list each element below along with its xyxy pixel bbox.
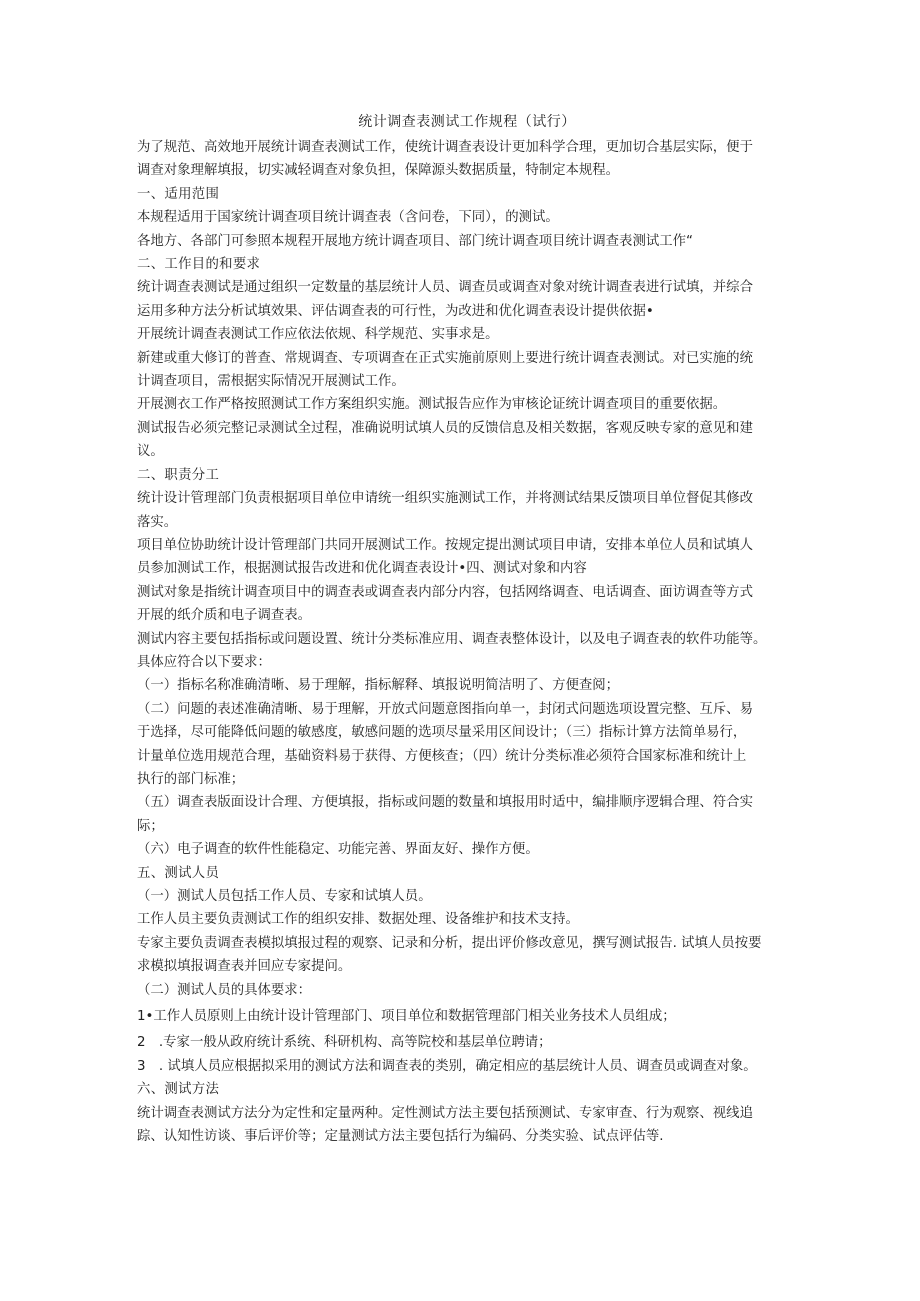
text-line: 统计调查表测试是通过组织一定数量的基层统计人员、调查员或调查对象对统计调查表进行试填，并综合 (137, 280, 753, 296)
text-line: 工作人员主要负责测试工作的组织安排、数据处理、设备维护和技术支持。 (137, 912, 579, 928)
document-body (137, 136, 797, 1148)
text-line: 项目单位协助统计设计管理部门共同开展测试工作。按规定提出测试项目申请，安排本单位人员和试填人 (137, 537, 753, 553)
text-line: 具体应符合以下要求： (137, 654, 271, 670)
section-heading: 二、工作目的和要求 (137, 257, 261, 273)
section-heading: 五、测试人员 (137, 865, 220, 881)
text-line: 1•工作人员原则上由统计设计管理部门、项目单位和数据管理部门相关业务技术人员组成； (137, 1009, 676, 1025)
text-line: 求模拟填报调查表并回应专家提问。 (137, 959, 352, 975)
text-line: 测试对象是指统计调查项目中的调查表或调查表内部分内容，包括网络调查、电话调查、面访调查等方式 (137, 584, 753, 600)
text-line: 统计调查表测试方法分为定性和定量两种。定性测试方法主要包括预测试、专家审查、行为观察、视线追 (137, 1105, 753, 1121)
text-line: 3 . 试填人员应根据拟采用的测试方法和调查表的类别，确定相应的基层统计人员、调查员或调查对象。 (137, 1058, 757, 1074)
text-line: （五）调查表版面设计合理、方便填报，指标或问题的数量和填报用时适中，编排顺序逻辑合理、符合实 (137, 795, 753, 811)
text-line: 测试报告必须完整记录测试全过程，准确说明试填人员的反馈信息及相关数据，客观反映专家的意见和建 (137, 420, 753, 436)
text-line: 踪、认知性访谈、事后评价等；定量测试方法主要包括行为编码、分类实验、试点评估等. (137, 1129, 664, 1145)
text-line: 际； (137, 818, 164, 834)
section-heading: 一、适用范围 (137, 186, 220, 202)
text-line: （二）问题的表述准确清晰、易于理解，开放式问题意图指向单一，封闭式问题选项设置完整、互斥、易 (137, 701, 753, 717)
text-line: （一）测试人员包括工作人员、专家和试填人员。 (137, 889, 432, 904)
document-page (137, 111, 797, 1148)
text-line: 执行的部门标准； (137, 771, 245, 787)
text-line: 运用多种方法分析试填效果、评估调查表的可行性，为改进和优化调查表设计提供依据• (137, 303, 654, 319)
text-line: 员参加测试工作，根据测试报告改进和优化调查表设计•四、测试对象和内容 (137, 561, 587, 577)
text-line: （六）电子调查的软件性能稳定、功能完善、界面友好、操作方便。 (137, 842, 539, 858)
document-title: 统计调查表测试工作规程（试行） (358, 114, 576, 130)
section-heading: 二、职责分工 (137, 467, 220, 483)
text-line: 本规程适用于国家统计调查项目统计调查表（含问卷，下同），的测试。 (137, 210, 559, 226)
text-line: 计调查项目，需根据实际情况开展测试工作。 (137, 374, 405, 390)
text-line: 专家主要负责调查表模拟填报过程的观察、记录和分析，提出评价修改意见，撰写测试报告. 试填人员按要 (137, 935, 762, 951)
text-line: 开展测衣工作严格按照测试工作方案组织实施。测试报告应作为审核论证统计调查项目的重要依据。 (137, 397, 727, 413)
text-line: 开展统计调查表测试工作应依法依规、科学规范、实事求是。 (137, 327, 499, 343)
text-line: 于选择，尽可能降低问题的敏感度，敏感问题的选项尽量采用区间设计；（三）指标计算方法简单易行， (137, 725, 747, 741)
text-line: 议。 (137, 444, 164, 460)
text-line: 统计设计管理部门负责根据项目单位申请统一组织实施测试工作，并将测试结果反馈项目单位督促其修改 (137, 491, 753, 507)
text-line: （一）指标名称准确清晰、易于理解，指标解释、填报说明简洁明了、方便查阅； (137, 678, 620, 694)
section-heading: 六、测试方法 (137, 1082, 220, 1098)
text-line: 2 .专家一般从政府统计系统、科研机构、高等院校和基层单位聘请； (137, 1035, 552, 1051)
text-line: 测试内容主要包括指标或问题设置、统计分类标准应用、调查表整体设计，以及电子调查表的软件功能等。 (137, 631, 767, 647)
text-line: 落实。 (137, 514, 178, 530)
text-line: 开展的纸介质和电子调查表。 (137, 608, 312, 624)
text-line: 各地方、各部门可参照本规程开展地方统计调查项目、部门统计调查项目统计调查表测试工作“ (137, 233, 693, 249)
text-line: 调查对象理解填报，切实减轻调查对象负担，保障源头数据质量，特制定本规程。 (137, 163, 620, 179)
text-line: 新建或重大修订的普查、常规调查、专项调查在正式实施前原则上要进行统计调查表测试。对已实施的统 (137, 350, 753, 366)
text-line: 为了规范、高效地开展统计调查表测试工作，使统计调查表设计更加科学合理，更加切合基层实际，便于 (137, 140, 753, 155)
text-line: 计量单位选用规范合理，基础资料易于获得、方便核查；（四）统计分类标准必须符合国家标准和统计上 (137, 748, 747, 764)
text-line: （二）测试人员的具体要求： (137, 982, 312, 998)
